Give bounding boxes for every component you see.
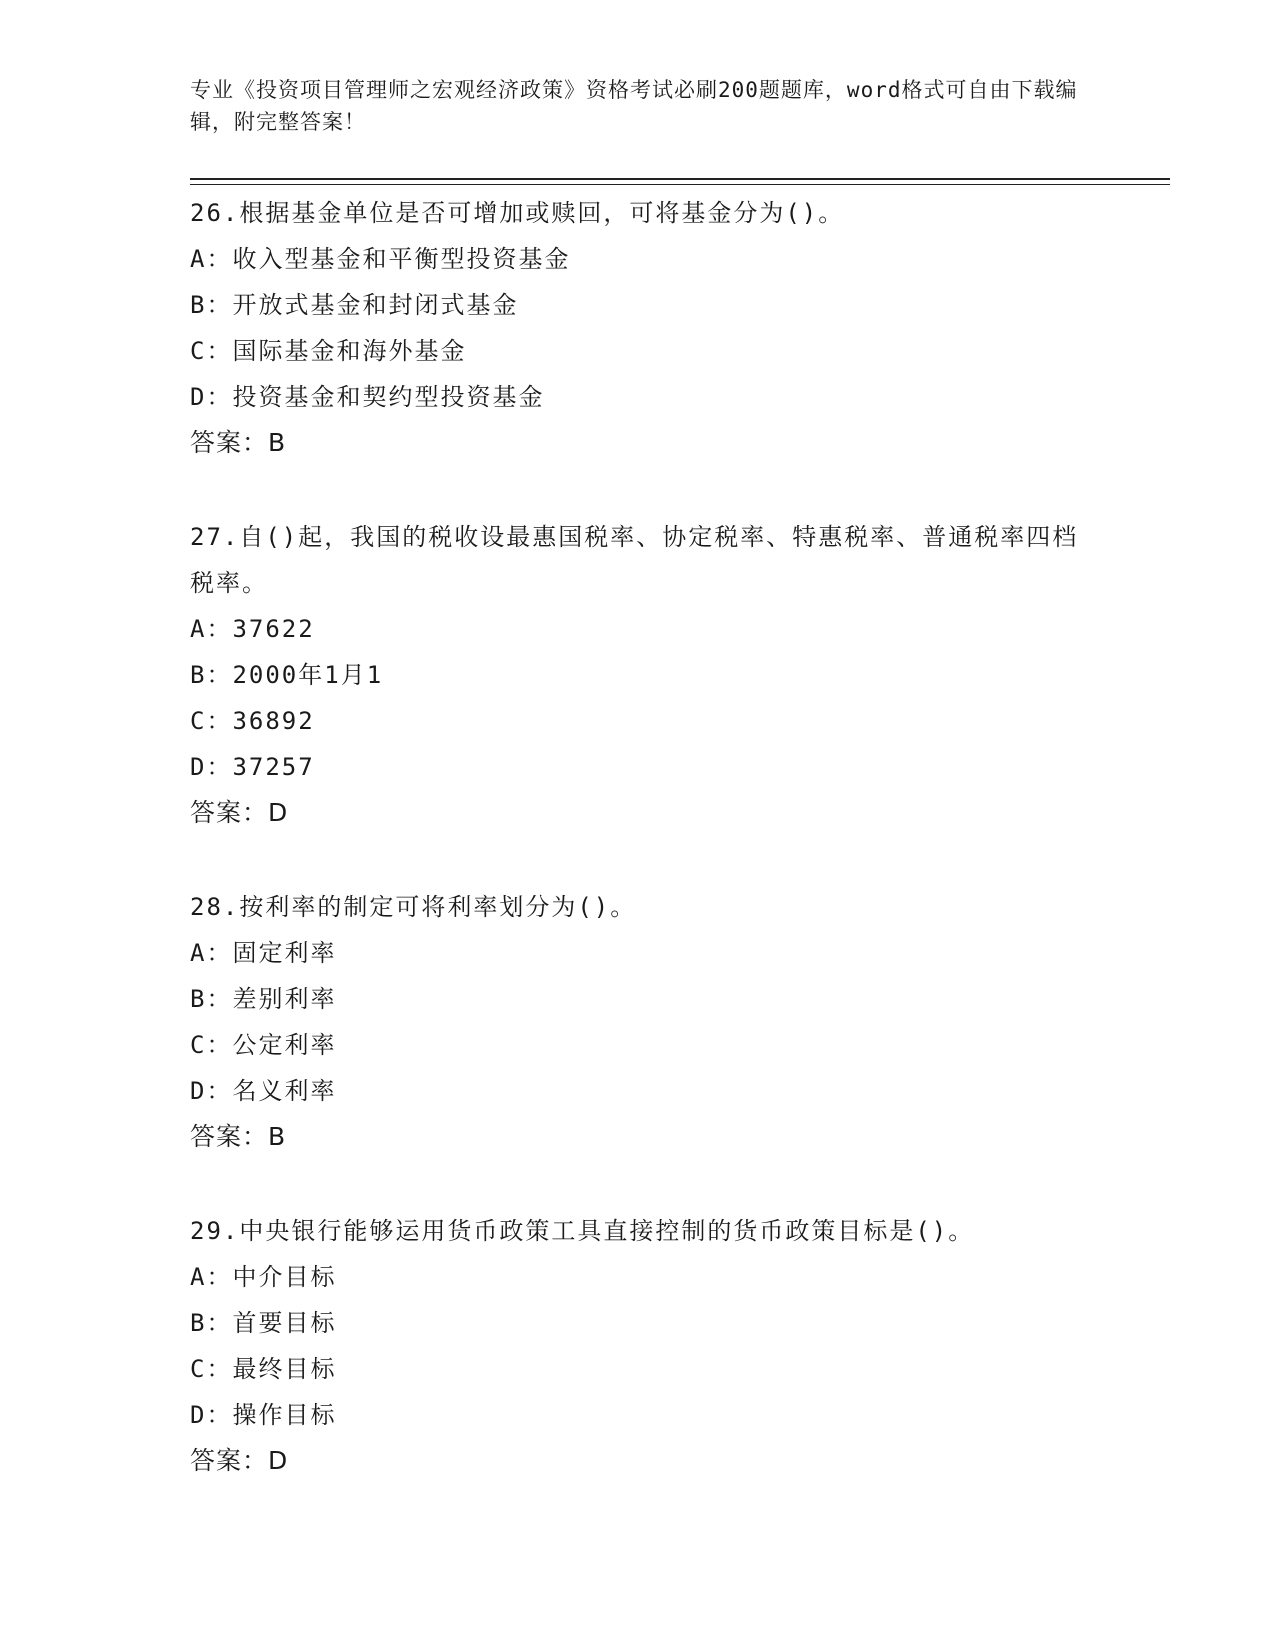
option-c: C：最终目标 <box>190 1355 337 1383</box>
option-b: B：首要目标 <box>190 1309 337 1337</box>
option-b: B：开放式基金和封闭式基金 <box>190 291 519 319</box>
document-header: 专业《投资项目管理师之宏观经济政策》资格考试必刷200题题库，word格式可自由下载编辑，附完整答案！ <box>190 78 1078 134</box>
option-b: B：差别利率 <box>190 985 337 1013</box>
answer: 答案：B <box>190 1122 287 1151</box>
question-26 <box>190 190 1090 466</box>
header-rule-thin <box>190 184 1170 185</box>
question-stem: 26.根据基金单位是否可增加或赎回，可将基金分为()。 <box>190 199 845 227</box>
option-d: D：投资基金和契约型投资基金 <box>190 383 545 411</box>
option-b: B：2000年1月1 <box>190 661 384 689</box>
question-list <box>190 190 1090 1484</box>
question-stem: 28.按利率的制定可将利率划分为()。 <box>190 893 637 921</box>
option-a: A：中介目标 <box>190 1263 337 1291</box>
answer: 答案：B <box>190 428 287 457</box>
answer: 答案：D <box>190 798 289 827</box>
option-d: D：名义利率 <box>190 1077 337 1105</box>
question-stem: 29.中央银行能够运用货币政策工具直接控制的货币政策目标是()。 <box>190 1217 975 1245</box>
answer: 答案：D <box>190 1446 289 1475</box>
question-28 <box>190 884 1090 1160</box>
option-d: D：操作目标 <box>190 1401 337 1429</box>
question-29 <box>190 1208 1090 1484</box>
question-27 <box>190 514 1090 836</box>
question-stem: 27.自()起，我国的税收设最惠国税率、协定税率、特惠税率、普通税率四档税率。 <box>190 523 1079 597</box>
option-c: C：36892 <box>190 707 315 735</box>
option-a: A：固定利率 <box>190 939 337 967</box>
option-c: C：公定利率 <box>190 1031 337 1059</box>
option-d: D：37257 <box>190 753 315 781</box>
header-rule-thick <box>190 178 1170 180</box>
option-c: C：国际基金和海外基金 <box>190 337 467 365</box>
option-a: A：37622 <box>190 615 315 643</box>
option-a: A：收入型基金和平衡型投资基金 <box>190 245 571 273</box>
